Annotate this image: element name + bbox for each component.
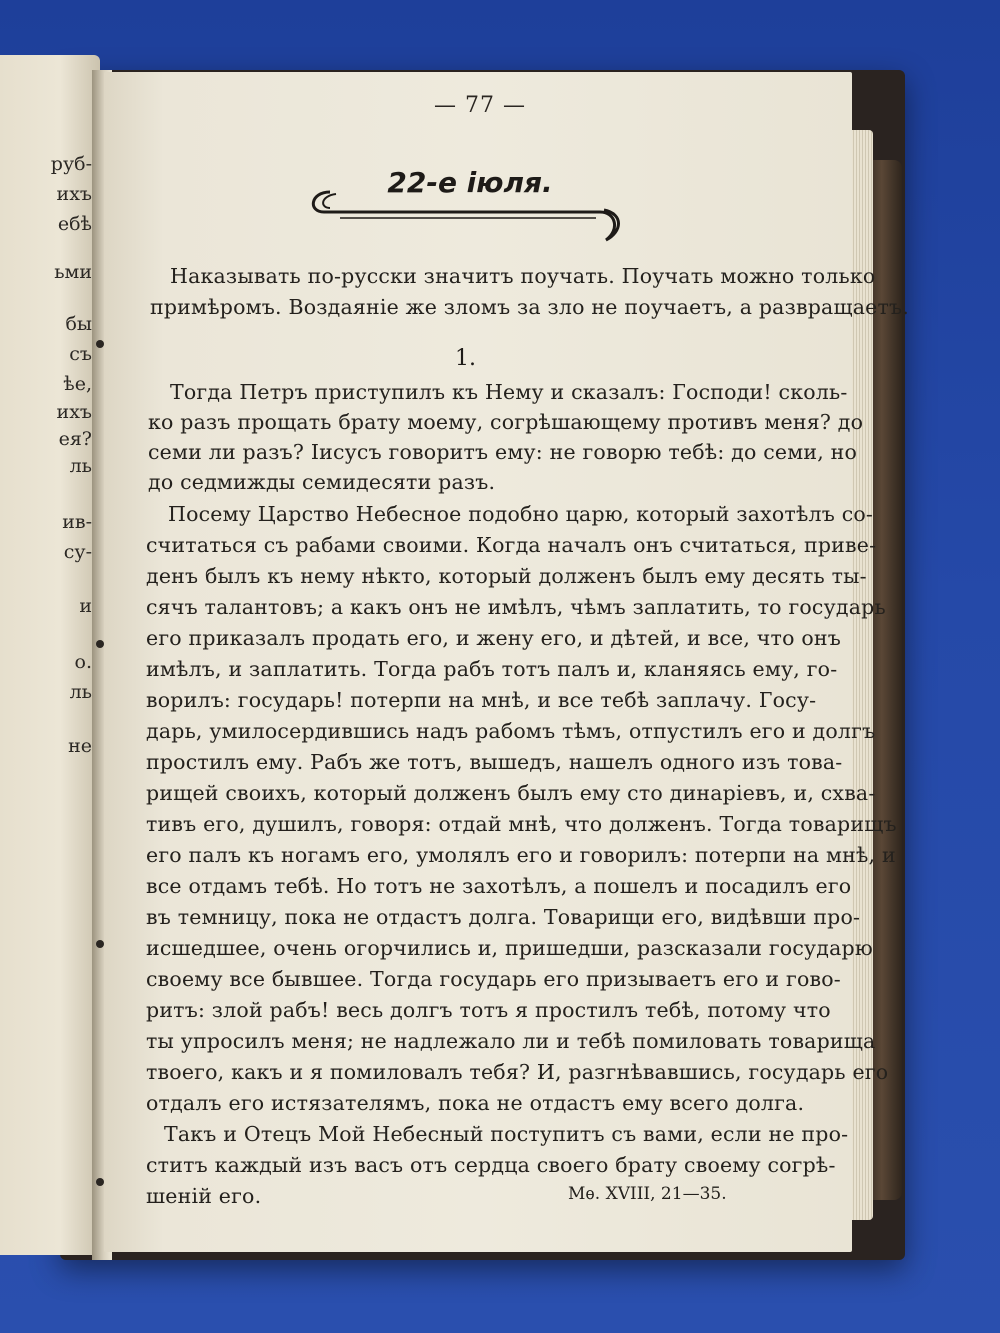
epigraph-line: примѣромъ. Воздаяніе же зломъ за зло не поучаетъ, а развращаетъ. <box>150 295 909 319</box>
left-page-fragment: не <box>68 735 92 757</box>
body-line: Посему Царство Небесное подобно царю, который захотѣлъ со- <box>168 502 874 526</box>
body-line: его приказалъ продать его, и жену его, и дѣтей, и все, что онъ <box>146 626 841 650</box>
body-line: ты упросилъ меня; не надлежало ли и тебѣ помиловать товарища <box>146 1029 876 1053</box>
body-line: денъ былъ къ нему нѣкто, который долженъ былъ ему десять ты- <box>146 564 867 588</box>
left-page-fragment: ебѣ <box>57 213 92 235</box>
epigraph-line: Наказывать по-русски значитъ поучать. Поучать можно только <box>170 264 876 288</box>
body-line: ститъ каждый изъ васъ отъ сердца своего брату своему согрѣ- <box>146 1153 836 1177</box>
body-line: Такъ и Отецъ Мой Небесный поступитъ съ вами, если не про- <box>164 1122 849 1146</box>
page-title: 22-е іюля. <box>387 166 553 199</box>
body-line: Тогда Петръ приступилъ къ Нему и сказалъ: Господи! сколь- <box>170 380 848 404</box>
body-line: въ темницу, пока не отдастъ долга. Товарищи его, видѣвши про- <box>146 905 861 929</box>
left-page-fragment: ив- <box>62 511 92 533</box>
left-page-fragment: ль <box>69 455 92 477</box>
left-page <box>0 55 100 1255</box>
scripture-reference: Мѳ. XVIII, 21—35. <box>568 1184 727 1204</box>
left-page-fragment: ея? <box>58 428 92 450</box>
body-line: имѣлъ, и заплатить. Тогда рабъ тотъ палъ и, кланяясь ему, го- <box>146 657 838 681</box>
left-page-fragment: ихъ <box>56 183 92 205</box>
body-line: твоего, какъ и я помиловалъ тебя? И, разгнѣвавшись, государь его <box>146 1060 889 1084</box>
body-line: ко разъ прощать брату моему, согрѣшающему противъ меня? до <box>148 410 864 434</box>
body-line: ритъ: злой рабъ! весь долгъ тотъ я простилъ тебѣ, потому что <box>146 998 831 1022</box>
body-line: считаться съ рабами своими. Когда началъ онъ считаться, приве- <box>146 533 877 557</box>
left-page-fragment: ѣе, <box>63 373 92 395</box>
page-number: — 77 — <box>434 93 526 118</box>
body-line: ворилъ: государь! потерпи на мнѣ, и все тебѣ заплачу. Госу- <box>146 688 817 712</box>
section-number: 1. <box>455 346 476 371</box>
left-page-fragment: и <box>79 595 92 617</box>
binding-stitch <box>96 1178 104 1186</box>
binding-stitch <box>96 640 104 648</box>
left-page-fragment: ьми <box>54 261 92 283</box>
body-line: сячъ талантовъ; а какъ онъ не имѣлъ, чѣмъ заплатить, то государь <box>146 595 886 619</box>
body-line: дарь, умилосердившись надъ рабомъ тѣмъ, отпустилъ его и долгъ <box>146 719 876 743</box>
body-line: отдалъ его истязателямъ, пока не отдастъ ему всего долга. <box>146 1091 805 1115</box>
left-page-fragment: съ <box>69 343 92 365</box>
body-line: тивъ его, душилъ, говоря: отдай мнѣ, что долженъ. Тогда товарищъ <box>146 812 897 836</box>
body-line: семи ли разъ? Іисусъ говоритъ ему: не говорю тебѣ: до семи, но <box>148 440 858 464</box>
body-line: простилъ ему. Рабъ же тотъ, вышедъ, нашелъ одного изъ това- <box>146 750 843 774</box>
body-line: шеній его. <box>146 1184 262 1208</box>
binding-stitch <box>96 940 104 948</box>
left-page-fragment: руб- <box>50 153 92 175</box>
binding-stitch <box>96 340 104 348</box>
body-line: исшедшее, очень огорчились и, пришедши, разсказали государю <box>146 936 873 960</box>
left-page-fragment: ихъ <box>56 401 92 423</box>
left-page-fragment: бы <box>65 313 92 335</box>
body-line: все отдамъ тебѣ. Но тотъ не захотѣлъ, а пошелъ и посадилъ его <box>146 874 852 898</box>
body-line: до седмижды семидесяти разъ. <box>148 470 496 494</box>
left-page-fragment: о. <box>74 651 92 673</box>
body-line: своему все бывшее. Тогда государь его призываетъ его и гово- <box>146 967 841 991</box>
title-ornament <box>300 180 630 250</box>
body-line: его палъ къ ногамъ его, умолялъ его и говорилъ: потерпи на мнѣ, и <box>146 843 896 867</box>
left-page-fragment: су- <box>63 541 92 563</box>
left-page-fragment: ль <box>69 681 92 703</box>
body-line: рищей своихъ, который долженъ былъ ему сто динаріевъ, и, схва- <box>146 781 876 805</box>
